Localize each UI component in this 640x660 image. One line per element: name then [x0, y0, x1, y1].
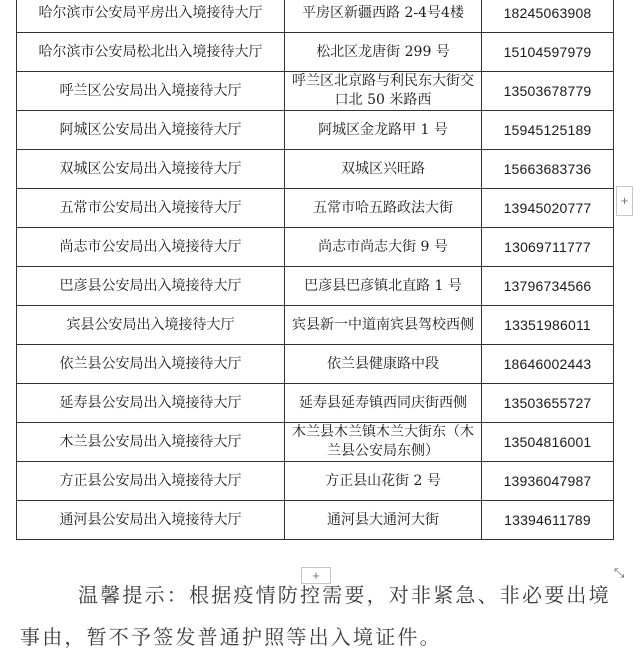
phone-cell: 13351986011 — [482, 306, 614, 345]
phone-cell: 13936047987 — [482, 462, 614, 501]
address-cell: 尚志市尚志大街 9 号 — [285, 228, 482, 267]
phone-cell: 18646002443 — [482, 345, 614, 384]
office-name-cell: 阿城区公安局出入境接待大厅 — [17, 111, 285, 150]
add-row-handle[interactable]: + — [301, 567, 331, 584]
address-cell: 通河县大通河大街 — [285, 501, 482, 540]
notice-line-2: 事由，暂不予签发普通护照等出入境证件。 — [20, 625, 442, 649]
phone-cell: 18245063908 — [482, 0, 614, 33]
add-column-handle[interactable]: + — [616, 186, 633, 216]
table-row — [17, 462, 614, 501]
office-name-cell: 延寿县公安局出入境接待大厅 — [17, 384, 285, 423]
phone-cell: 13503655727 — [482, 384, 614, 423]
address-cell: 巴彦县巴彦镇北直路 1 号 — [285, 267, 482, 306]
office-name-cell: 宾县公安局出入境接待大厅 — [17, 306, 285, 345]
notice-line-1-text: 温馨提示：根据疫情防控需要，对非紧急、非必要出境 — [78, 583, 611, 607]
office-name-cell: 五常市公安局出入境接待大厅 — [17, 189, 285, 228]
table-row — [17, 345, 614, 384]
phone-cell: 15945125189 — [482, 111, 614, 150]
table-row — [17, 189, 614, 228]
phone-cell: 13945020777 — [482, 189, 614, 228]
table-row — [17, 72, 614, 111]
address-cell: 五常市哈五路政法大街 — [285, 189, 482, 228]
address-cell: 宾县新一中道南宾县驾校西侧 — [285, 306, 482, 345]
phone-cell: 15663683736 — [482, 150, 614, 189]
notice-paragraph — [20, 574, 620, 658]
address-cell: 双城区兴旺路 — [285, 150, 482, 189]
table-resize-handle[interactable]: ⤡ — [614, 566, 625, 581]
table-row — [17, 423, 614, 462]
phone-cell: 13796734566 — [482, 267, 614, 306]
table-row — [17, 306, 614, 345]
office-name-cell: 双城区公安局出入境接待大厅 — [17, 150, 285, 189]
office-name-cell: 通河县公安局出入境接待大厅 — [17, 501, 285, 540]
table-row — [17, 267, 614, 306]
address-cell: 阿城区金龙路甲 1 号 — [285, 111, 482, 150]
phone-cell: 13504816001 — [482, 423, 614, 462]
office-name-cell: 哈尔滨市公安局松北出入境接待大厅 — [17, 33, 285, 72]
phone-cell: 13503678779 — [482, 72, 614, 111]
office-name-cell: 木兰县公安局出入境接待大厅 — [17, 423, 285, 462]
address-cell: 方正县山花街 2 号 — [285, 462, 482, 501]
table-row — [17, 0, 614, 33]
table-row — [17, 228, 614, 267]
office-name-cell: 尚志市公安局出入境接待大厅 — [17, 228, 285, 267]
table-row — [17, 501, 614, 540]
address-cell: 呼兰区北京路与利民东大街交口北 50 米路西 — [285, 72, 482, 111]
table-row — [17, 111, 614, 150]
office-name-cell: 依兰县公安局出入境接待大厅 — [17, 345, 285, 384]
address-cell: 松北区龙唐街 299 号 — [285, 33, 482, 72]
table-body — [17, 0, 614, 540]
address-cell: 依兰县健康路中段 — [285, 345, 482, 384]
office-name-cell: 巴彦县公安局出入境接待大厅 — [17, 267, 285, 306]
table-row — [17, 150, 614, 189]
office-name-cell: 呼兰区公安局出入境接待大厅 — [17, 72, 285, 111]
table-row — [17, 33, 614, 72]
table-row — [17, 384, 614, 423]
phone-cell: 13069711777 — [482, 228, 614, 267]
office-name-cell: 方正县公安局出入境接待大厅 — [17, 462, 285, 501]
phone-cell: 15104597979 — [482, 33, 614, 72]
office-table — [16, 0, 614, 540]
notice-line-1 — [20, 574, 620, 616]
phone-cell: 13394611789 — [482, 501, 614, 540]
address-cell: 平房区新疆西路 2-4号4楼 — [285, 0, 482, 33]
address-cell: 延寿县延寿镇西同庆街西侧 — [285, 384, 482, 423]
address-cell: 木兰县木兰镇木兰大街东（木兰县公安局东侧） — [285, 423, 482, 462]
office-name-cell: 哈尔滨市公安局平房出入境接待大厅 — [17, 0, 285, 33]
